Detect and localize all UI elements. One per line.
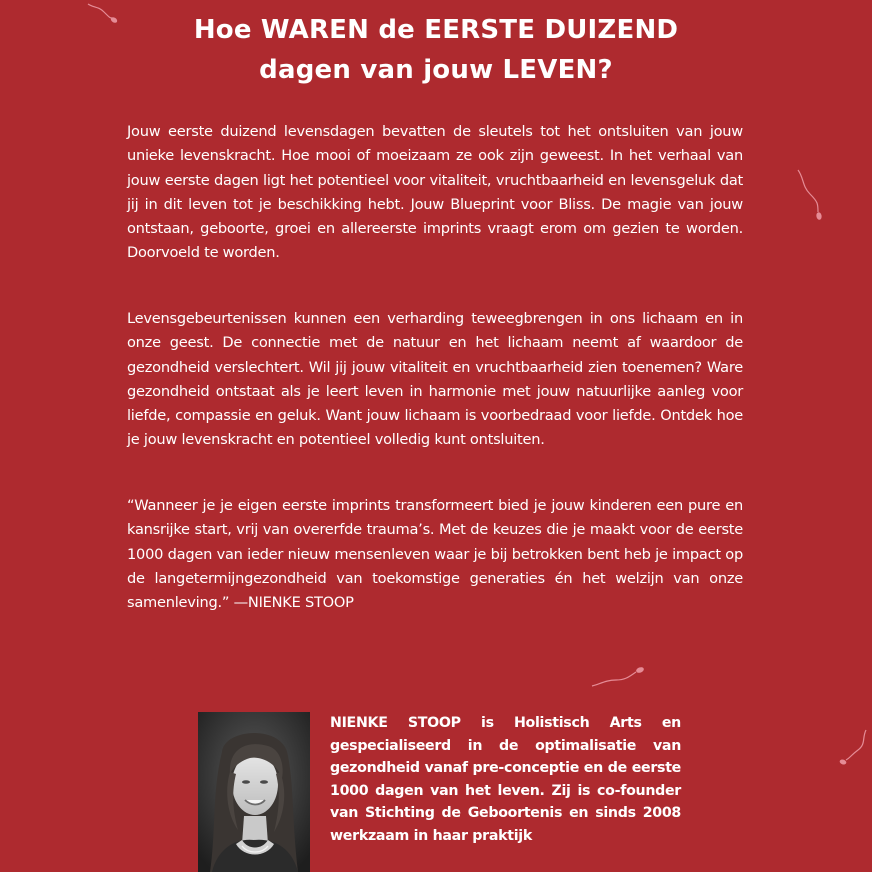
author-portrait: [198, 712, 310, 872]
sperm-icon: [590, 664, 650, 690]
page-title: [0, 10, 872, 90]
sperm-icon: [836, 728, 872, 768]
author-bio: NIENKE STOOP is Holistisch Arts en gespecialiseerd in de optimalisatie van gezondheid vanaf pre-conceptie en de eerste 1000 dagen van het leven. Zij is co-founder van Stichting de Geboortenis en sinds 2008 werkzaam in haar praktijk: [330, 715, 681, 844]
paragraph-health: Levensgebeurtenissen kunnen een verharding teweegbrengen in ons lichaam en in onze geest. De connectie met de natuur en het lichaam neemt af waardoor de gezondheid verslechtert. Wil jij jouw vitaliteit en vruchtbaarheid zien toenemen? Ware gezondheid ontstaat als je leert leven in harmonie met jouw natuurlijke aanleg voor liefde, compassie en geluk. Want jouw lichaam is voorbedraad voor liefde. Ontdek hoe je jouw levenskracht en potentieel volledig kunt ontsluiten.: [127, 310, 743, 449]
sperm-icon: [794, 168, 834, 228]
paragraph-intro: Jouw eerste duizend levensdagen bevatten de sleutels tot het ontsluiten van jouw unieke levenskracht. Hoe mooi of moeizaam ze ook zijn geweest. In het verhaal van jouw eerste dagen ligt het potentieel voor vitaliteit, vruchtbaarheid en levensgeluk dat jij in dit leven tot je beschikking hebt. Jouw Blueprint voor Bliss. De magie van jouw ontstaan, geboorte, groei en allereerste imprints vraagt erom om gezien te worden. Doorvoeld te worden.: [127, 123, 743, 262]
title-line-2: dagen van jouw LEVEN?: [259, 55, 613, 85]
paragraph-quote: “Wanneer je je eigen eerste imprints transformeert bied je jouw kinderen een pure en kansrijke start, vrij van overerfde trauma’s. Met de keuzes die je maakt voor de eerste 1000 dagen van ieder nieuw mensenleven waar je bij betrokken bent heb je impact op de langetermijngezondheid van toekomstige generaties én het welzijn van onze samenleving.” —NIENKE STOOP: [127, 497, 743, 612]
title-line-1: Hoe WAREN de EERSTE DUIZEND: [193, 15, 679, 45]
